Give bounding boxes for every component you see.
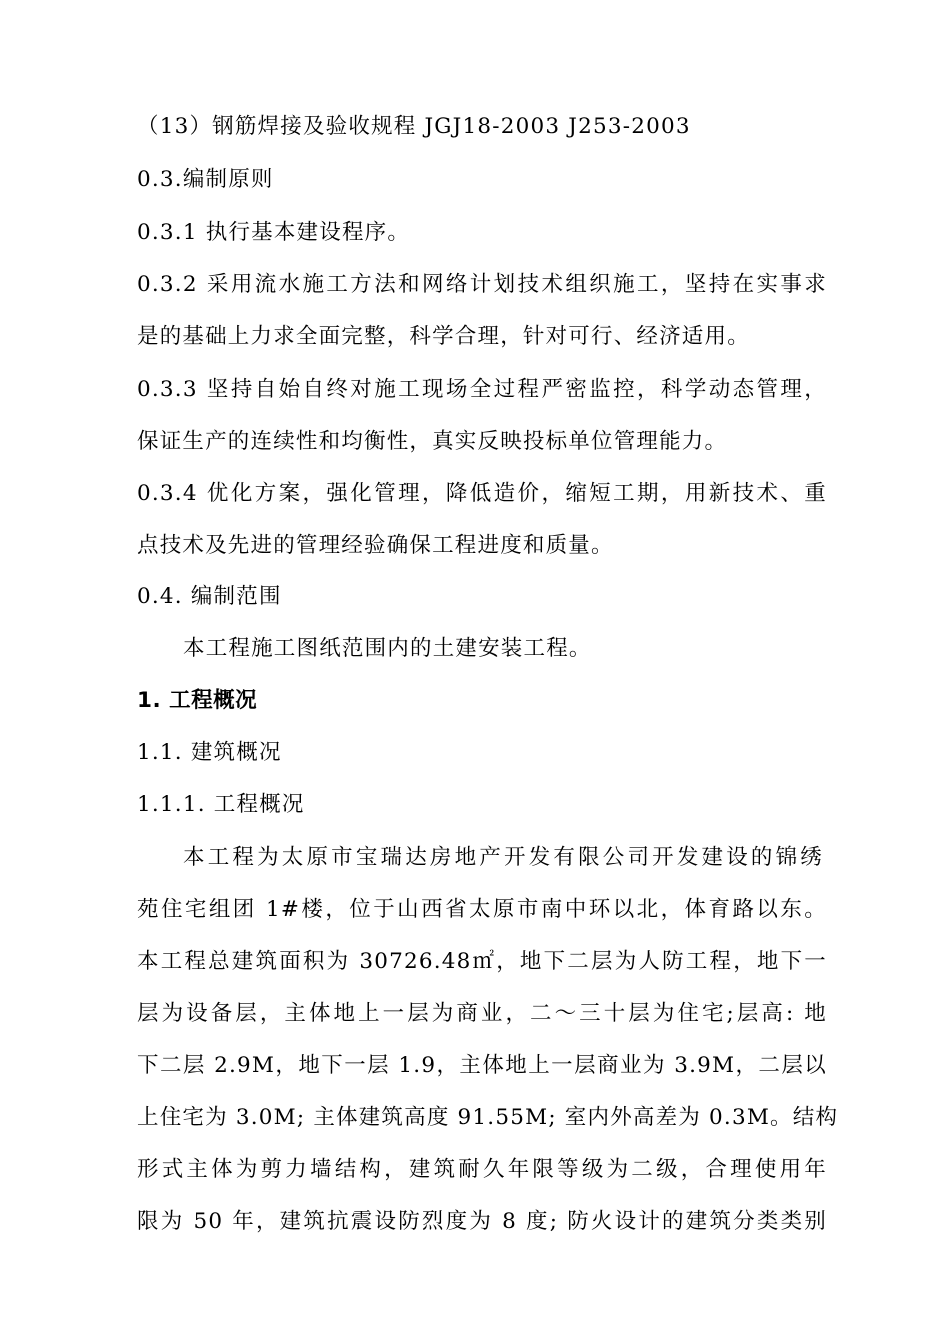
section-heading-0-4: 0.4. 编制范围 [137, 584, 282, 609]
section-heading-0-3: 0.3.编制原则 [137, 167, 274, 192]
overview-paragraph-line-3: 本工程总建筑面积为 30726.48㎡，地下二层为人防工程，地下一 [137, 949, 827, 974]
principle-0-3-2-line-2: 是的基础上力求全面完整，科学合理，针对可行、经济适用。 [137, 324, 750, 349]
overview-paragraph-line-1: 本工程为太原市宝瑞达房地产开发有限公司开发建设的锦绣 [183, 845, 823, 870]
overview-paragraph-line-7: 形式主体为剪力墙结构，建筑耐久年限等级为二级，合理使用年 [137, 1157, 827, 1182]
overview-paragraph-line-6: 上住宅为 3.0M; 主体建筑高度 91.55M; 室内外高差为 0.3M。结构 [137, 1105, 839, 1130]
principle-0-3-2-line-1: 0.3.2 采用流水施工方法和网络计划技术组织施工，坚持在实事求 [137, 272, 827, 297]
chapter-heading-1: 1. 工程概况 [137, 688, 258, 713]
overview-paragraph-line-4: 层为设备层，主体地上一层为商业，二～三十层为住宅;层高: 地 [137, 1001, 827, 1026]
principle-0-3-4-line-1: 0.3.4 优化方案，强化管理，降低造价，缩短工期，用新技术、重 [137, 481, 827, 506]
principle-0-3-3-line-2: 保证生产的连续性和均衡性，真实反映投标单位管理能力。 [137, 429, 728, 454]
principle-0-3-1: 0.3.1 执行基本建设程序。 [137, 220, 411, 245]
overview-paragraph-line-5: 下二层 2.9M，地下一层 1.9，主体地上一层商业为 3.9M，二层以 [137, 1053, 827, 1078]
section-heading-1-1-1: 1.1.1. 工程概况 [137, 792, 305, 817]
principle-0-3-3-line-1: 0.3.3 坚持自始自终对施工现场全过程严密监控，科学动态管理， [137, 377, 827, 402]
overview-paragraph-line-2: 苑住宅组团 1#楼，位于山西省太原市南中环以北，体育路以东。 [137, 897, 827, 922]
principle-0-3-4-line-2: 点技术及先进的管理经验确保工程进度和质量。 [137, 533, 614, 558]
scope-paragraph: 本工程施工图纸范围内的土建安装工程。 [183, 636, 592, 661]
reference-item-13: （13）钢筋焊接及验收规程 JGJ18-2003 J253-2003 [137, 114, 691, 139]
overview-paragraph-line-8: 限为 50 年，建筑抗震设防烈度为 8 度; 防火设计的建筑分类类别 [137, 1209, 827, 1234]
section-heading-1-1: 1.1. 建筑概况 [137, 740, 282, 765]
